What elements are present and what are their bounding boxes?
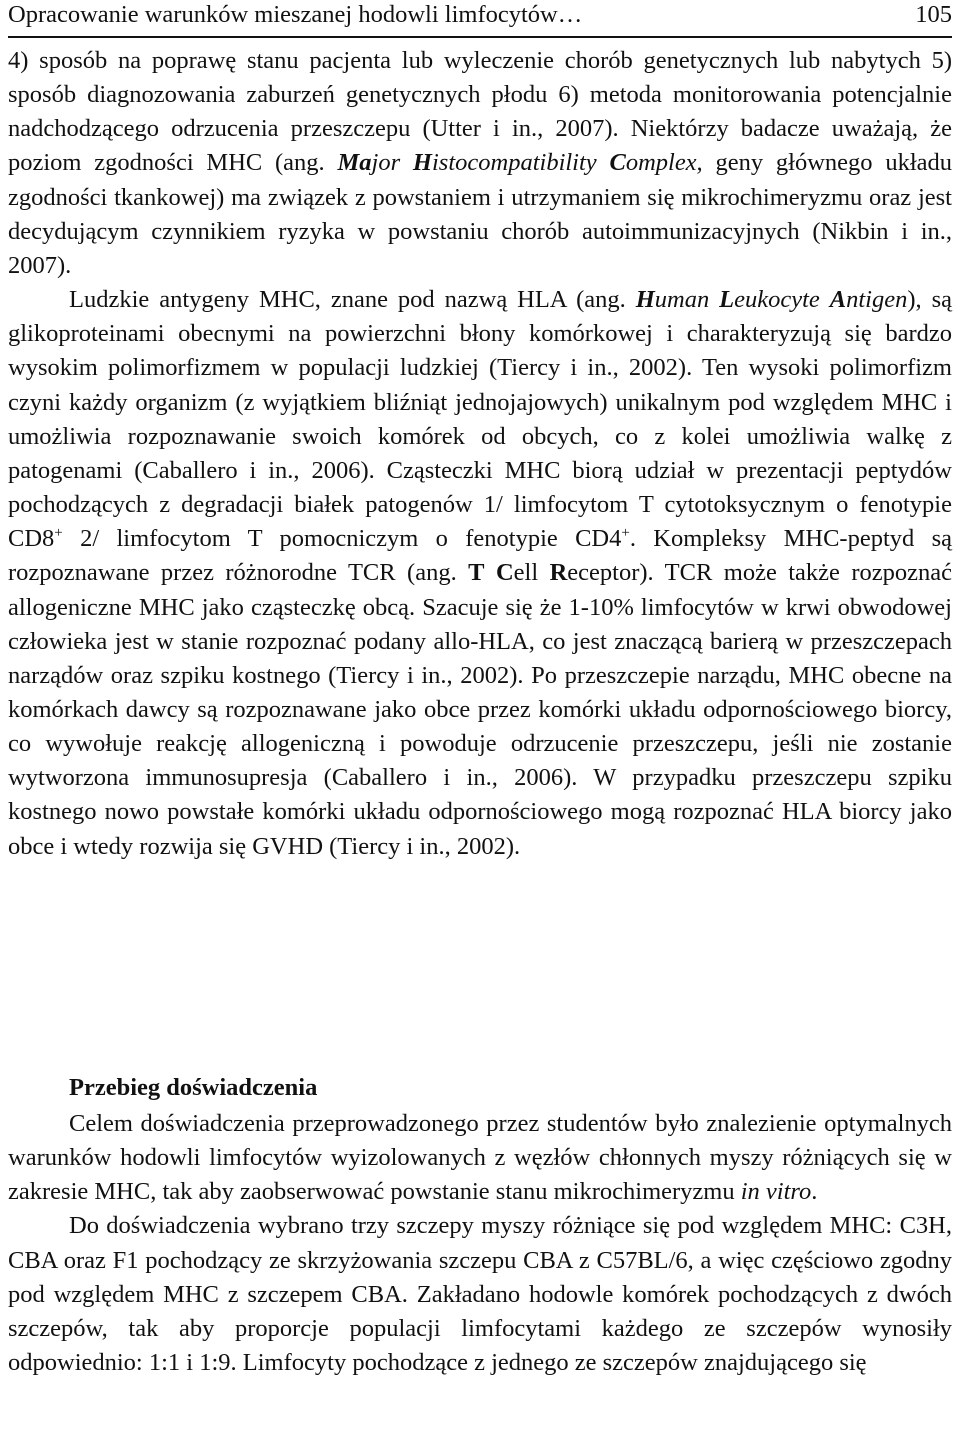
text-run: C [609, 149, 626, 177]
text-run: C [495, 559, 514, 587]
page-number: 105 [915, 1, 952, 28]
text-run: L [719, 286, 735, 314]
text-run: H [412, 149, 432, 177]
body-section-2 [8, 1107, 952, 1380]
text-run: ell [513, 559, 539, 587]
text-run: A [829, 286, 847, 314]
header-rule [8, 36, 952, 38]
text-run: istocompatibility [431, 149, 610, 177]
text-run: R [549, 559, 568, 587]
text-run: eceptor [567, 559, 640, 587]
text-run: . Kompleksy MHC-peptyd są rozpoznawane przez różnorodne TCR (ang. [8, 525, 952, 587]
paragraph-4: Do doświadczenia wybrano trzy szczepy myszy różniące się pod względem MHC: C3H, CBA oraz F1 pochodzący ze skrzyżowania szczepu CBA z C57BL/6, a więc częściowo zgodny pod względem MHC z szczepem CBA. Zakładano hodowle komórek pochodzących z dwóch szczepów, tak aby proporcje populacji limfocytami każdego ze szczepów wynosiły odpowiednio: 1:1 i 1:9. Limfocyty pochodzące z jednego ze szczepów znajdującego się [8, 1212, 952, 1377]
section-heading: Przebieg doświadczenia [69, 1074, 318, 1101]
text-run: Ma [337, 149, 372, 177]
paragraph-1 [8, 44, 952, 283]
paragraph-2 [8, 283, 952, 864]
text-run: in vitro [740, 1178, 812, 1206]
text-run: H [635, 286, 655, 314]
running-title: Opracowanie warunków mieszanej hodowli limfocytów… [8, 1, 583, 28]
superscript: + [54, 525, 63, 542]
text-run: ntigen [846, 286, 908, 314]
text-run: omplex, [625, 149, 703, 177]
text-run: . [811, 1178, 818, 1206]
text-run: eukocyte [734, 286, 820, 314]
text-run: T [468, 559, 485, 587]
text-run [484, 559, 495, 586]
text-run: geny głównego układu zgodności tkankowej) ma związek z powstaniem i utrzymaniem się mikrochimeryzmu oraz jest decydującym czynnikiem ryzyka w powstaniu chorób autoimmunizacyjnych (Nikbin i in., 2007). [8, 149, 952, 279]
running-header [8, 0, 952, 34]
text-run: 4) sposób na poprawę stanu pacjenta lub wyleczenie chorób genetycznych lub nabytych 5) sposób diagnozowania zaburzeń genetycznych płodu 6) metoda monitorowania potencjalnie nadchodzącego odrzucenia przeszczepu (Utter i in., 2007). Niektórzy badacze uważają, że poziom zgodności MHC (ang. [8, 47, 952, 177]
paragraph-3 [8, 1107, 952, 1209]
text-run: ). TCR może także rozpoznać allogeniczne MHC jako cząsteczkę obcą. Szacuje się że 1-10% limfocytów w krwi obwodowej człowieka jest w stanie rozpoznać podany allo-HLA, co jest znaczącą barierą w przeszczepach narządów oraz szpiku kostnego (Tiercy i in., 2002). Po przeszczepie narządu, MHC obecne na komórkach dawcy są rozpoznawane jako obce przez komórki układu odpornościowego biorcy, co wywołuje reakcję allogeniczną i powoduje odrzucenie przeszczepu, jeśli nie zostanie wytworzona immunosupresja (Caballero i in., 2006). W przypadku przeszczepu szpiku kostnego nowo powstałe komórki układu odpornościowego mogą rozpoznać HLA biorcy jako obce i wtedy rozwija się GVHD (Tiercy i in., 2002). [8, 559, 953, 860]
text-run: uman [654, 286, 720, 314]
superscript: + [621, 525, 630, 542]
text-run: ), są glikoproteinami obecnymi na powierzchni błony komórkowej i charakteryzują się bardzo wysokim polimorfizmem w populacji ludzkiej (Tiercy i in., 2002). Ten wysoki polimorfizm czyni każdy organizm (z wyjątkiem bliźniąt jednojajowych) unikalnym pod względem MHC i umożliwia rozpoznawanie swoich komórek od obcych, co z kolei umożliwia walkę z patogenami (Caballero i in., 2006). Cząsteczki MHC biorą udział w prezentacji peptydów pochodzących z degradacji białek patogenów 1/ limfocytom T cytotoksycznym o fenotypie CD8 [8, 286, 952, 553]
text-run: 2/ limfocytom T pomocniczym o fenotypie CD4 [62, 525, 622, 553]
text-run: jor [371, 149, 413, 177]
body-section-1 [8, 44, 952, 864]
text-run: Ludzkie antygeny MHC, znane pod nazwą HLA (ang. [69, 286, 636, 314]
text-run: Celem doświadczenia przeprowadzonego przez studentów było znalezienie optymalnych warunków hodowli limfocytów wyizolowanych z węzłów chłonnych myszy różniących się w zakresie MHC, tak aby zaobserwować powstanie stanu mikrochimeryzmu [8, 1110, 952, 1206]
